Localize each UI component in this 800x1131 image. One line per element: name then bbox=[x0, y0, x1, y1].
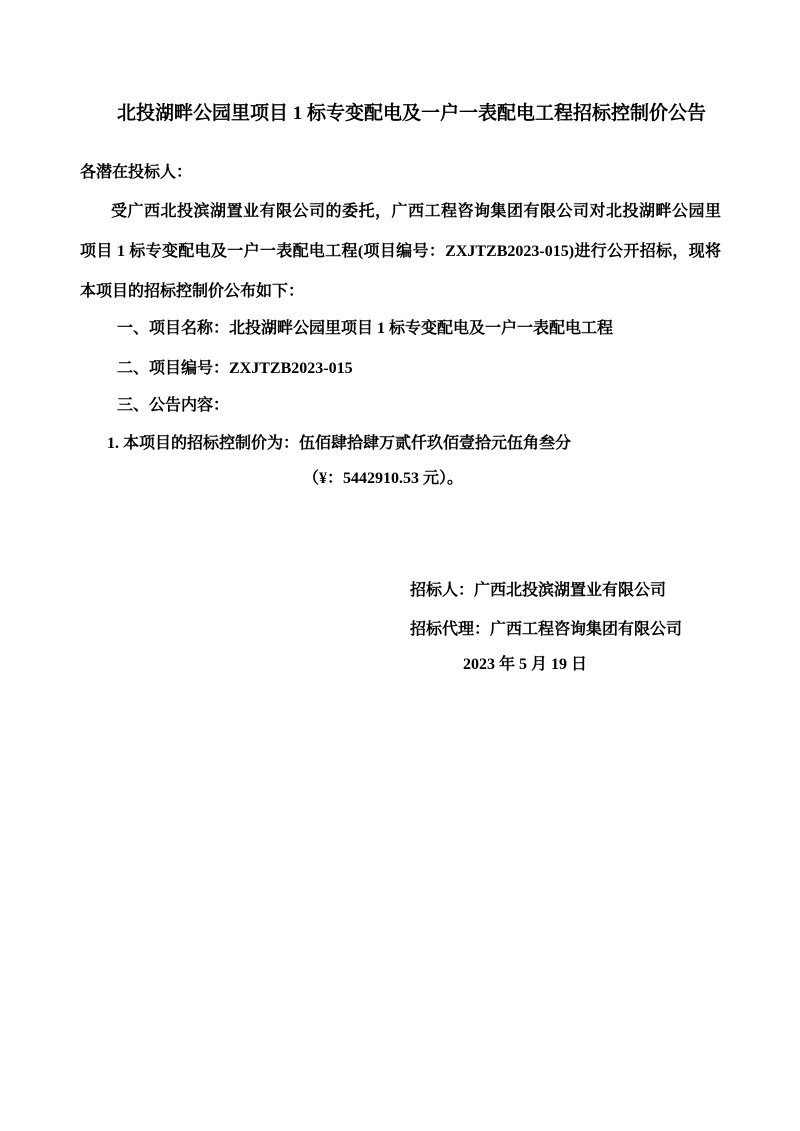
document-title: 北投湖畔公园里项目 1 标专变配电及一户一表配电工程招标控制价公告 bbox=[117, 103, 707, 124]
item-project-name: 一、项目名称：北投湖畔公园里项目 1 标专变配电及一户一表配电工程 bbox=[117, 320, 614, 337]
intro-paragraph-line-3: 本项目的招标控制价公布如下： bbox=[80, 283, 305, 300]
intro-paragraph-line-1: 受广西北投滨湖置业有限公司的委托，广西工程咨询集团有限公司对北投湖畔公园里 bbox=[111, 203, 721, 220]
item-project-number: 二、项目编号：ZXJTZB2023-015 bbox=[117, 360, 353, 377]
salutation-line: 各潜在投标人： bbox=[80, 164, 193, 181]
item-announcement-content: 三、公告内容： bbox=[117, 397, 230, 414]
intro-paragraph-line-2: 项目 1 标专变配电及一户一表配电工程(项目编号：ZXJTZB2023-015)进行公开招标，现将 bbox=[80, 243, 721, 260]
signature-tenderer-line: 招标人：广西北投滨湖置业有限公司 bbox=[410, 582, 667, 599]
control-price-words-line: 1. 本项目的招标控制价为：伍佰肆拾肆万贰仟玖佰壹拾元伍角叁分 bbox=[107, 435, 572, 452]
signature-date-line: 2023 年 5 月 19 日 bbox=[463, 656, 588, 673]
control-price-numeric-line: （¥：5442910.53 元）。 bbox=[303, 470, 464, 487]
signature-agent-line: 招标代理：广西工程咨询集团有限公司 bbox=[410, 621, 683, 638]
